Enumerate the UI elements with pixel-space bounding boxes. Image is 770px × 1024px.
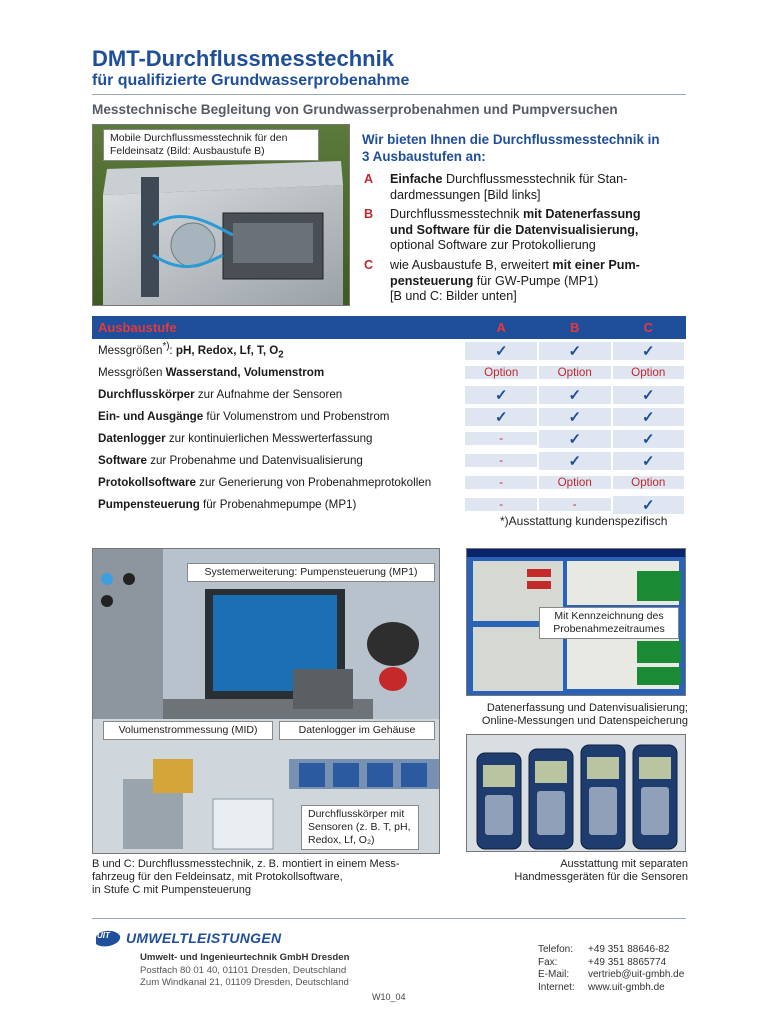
offer-item-text: Einfache Durchflussmesstechnik für Stan- dardmessungen [Bild links] xyxy=(390,172,628,202)
table-row-label: Messgrößen*): pH, Redox, Lf, T, $O_2$ xyxy=(98,340,284,361)
table-cell-a: - xyxy=(465,432,537,445)
footer-divider xyxy=(92,918,686,919)
contact-line xyxy=(538,969,684,982)
table-cell-c: ✓ xyxy=(613,496,685,514)
offer-item xyxy=(364,207,686,254)
caption-line: Datenerfassung und Datenvisualisierung; xyxy=(486,702,688,714)
offer-item-letter: C xyxy=(364,258,374,272)
header-divider xyxy=(92,94,686,95)
photo-software-caption xyxy=(456,702,688,728)
offer-item xyxy=(364,172,686,203)
offer-item-letter: B xyxy=(364,207,374,221)
table-row xyxy=(92,428,686,450)
label-flow-measurement: Volumenstrommessung (MID) xyxy=(103,721,273,740)
table-footnote: *)Ausstattung kundenspezifisch xyxy=(500,514,668,528)
table-cell-b: ✓ xyxy=(539,408,611,426)
label-line: Redox, Lf, O₂) xyxy=(308,834,375,846)
table-cell-b: - xyxy=(539,498,611,511)
label-flow-cell xyxy=(301,805,419,850)
company-address-2: Zum Windkanal 21, 01109 Dresden, Deutschland xyxy=(140,977,349,988)
table-cell-b: ✓ xyxy=(539,430,611,448)
photo-field-case-caption xyxy=(103,129,319,161)
table-cell-a: - xyxy=(465,454,537,467)
table-row xyxy=(92,362,686,384)
offer-title-line: 3 Ausbaustufen an: xyxy=(362,149,486,164)
table-row-label: Durchflusskörper zur Aufnahme der Sensoren xyxy=(98,388,343,401)
photo-software-screenshot xyxy=(466,548,686,696)
section-heading: Messtechnische Begleitung von Grundwasserprobenahmen und Pumpversuchen xyxy=(92,102,618,117)
offer-item-text: Durchflussmesstechnik mit Datenerfassung und Software für die Datenvisualisierung, optional Software zur Protokollierung xyxy=(390,207,641,252)
table-cell-a: ✓ xyxy=(465,386,537,404)
table-cell-a: ✓ xyxy=(465,408,537,426)
brand-name: UMWELTLEISTUNGEN xyxy=(126,930,282,946)
table-row xyxy=(92,472,686,494)
contact-line xyxy=(538,944,684,957)
table-cell-b: ✓ xyxy=(539,386,611,404)
table-row xyxy=(92,340,686,362)
contact-label: E-Mail: xyxy=(538,969,570,980)
offer-item-text: wie Ausbaustufe B, erweitert mit einer Pum- pensteuerung für GW-Pumpe (MP1) [B und C: Bilder unten] xyxy=(390,258,640,303)
document-code: W10_04 xyxy=(372,992,406,1002)
table-cell-a: ✓ xyxy=(465,342,537,360)
caption-line: fahrzeug für den Feldeinsatz, mit Protokollsoftware, xyxy=(92,871,343,883)
feature-table xyxy=(92,316,686,516)
table-cell-b: ✓ xyxy=(539,452,611,470)
label-line: Sensoren (z. B. T, pH, xyxy=(308,821,411,833)
table-cell-c: ✓ xyxy=(613,430,685,448)
caption-line: Online-Messungen und Datenspeicherung xyxy=(481,715,688,727)
contact-value: +49 351 88646-82 xyxy=(588,944,670,955)
photo-vehicle-installation xyxy=(92,548,440,854)
offer-item-letter: A xyxy=(364,172,374,186)
table-header xyxy=(92,316,686,340)
table-row-label: Ein- und Ausgänge für Volumenstrom und Probenstrom xyxy=(98,410,390,423)
table-row xyxy=(92,450,686,472)
uit-logo-icon xyxy=(92,926,122,950)
photo-field-case xyxy=(92,124,350,306)
table-row-label: Datenlogger zur kontinuierlichen Messwerterfassung xyxy=(98,432,373,445)
table-cell-c: Option xyxy=(613,476,685,489)
table-cell-b: Option xyxy=(539,476,611,489)
table-row-label: Software zur Probenahme und Datenvisualisierung xyxy=(98,454,363,467)
table-cell-a: Option xyxy=(465,366,537,379)
offer-title xyxy=(362,131,692,165)
page-subtitle: für qualifizierte Grundwasserprobenahme xyxy=(92,72,410,89)
contact-label: Telefon: xyxy=(538,944,574,955)
contact-label: Internet: xyxy=(538,981,575,993)
handheld-meters-image xyxy=(467,735,686,852)
photo-handheld-caption xyxy=(456,858,688,884)
caption-line: Handmessgeräten für die Sensoren xyxy=(514,871,688,883)
table-cell-b: ✓ xyxy=(539,342,611,360)
contact-line xyxy=(538,982,684,995)
contact-block xyxy=(538,944,684,994)
table-row xyxy=(92,494,686,516)
table-cell-b: Option xyxy=(539,366,611,379)
caption-line: in Stufe C mit Pumpensteuerung xyxy=(92,884,251,896)
contact-value: www.uit-gmbh.de xyxy=(588,981,665,993)
contact-value: vertrieb@uit-gmbh.de xyxy=(588,969,685,980)
table-row xyxy=(92,406,686,428)
label-line: Mit Kennzeichnung des xyxy=(554,610,664,622)
label-datalogger: Datenlogger im Gehäuse xyxy=(279,721,435,740)
table-row-label: Pumpensteuerung für Probenahmepumpe (MP1) xyxy=(98,498,357,511)
table-cell-a: - xyxy=(465,498,537,511)
label-line: Durchflusskörper mit xyxy=(308,808,405,820)
offer-title-line: Wir bieten Ihnen die Durchflussmesstechnik in xyxy=(362,132,660,147)
company-address-1: Postfach 80 01 40, 01101 Dresden, Deutschland xyxy=(140,965,347,976)
table-cell-c: ✓ xyxy=(613,452,685,470)
table-cell-c: ✓ xyxy=(613,386,685,404)
contact-label: Fax: xyxy=(538,956,558,968)
uit-logo-text: UIT xyxy=(97,931,110,940)
table-row xyxy=(92,384,686,406)
table-header-label: Ausbaustufe xyxy=(98,320,177,335)
caption-line: Ausstattung mit separaten xyxy=(560,858,688,870)
table-header-b: B xyxy=(570,320,580,335)
contact-value: +49 351 8865774 xyxy=(588,956,667,968)
label-pump-control: Systemerweiterung: Pumpensteuerung (MP1) xyxy=(187,563,435,582)
label-line: Probenahmezeitraumes xyxy=(553,623,665,635)
offer-item xyxy=(364,258,686,305)
table-cell-c: Option xyxy=(613,366,685,379)
photo-vehicle-caption xyxy=(92,858,400,897)
caption-line: B und C: Durchflussmesstechnik, z. B. montiert in einem Mess- xyxy=(92,858,400,870)
table-cell-c: ✓ xyxy=(613,408,685,426)
table-body xyxy=(92,340,686,516)
company-name: Umwelt- und Ingenieurtechnik GmbH Dresden xyxy=(140,952,350,963)
table-cell-a: - xyxy=(465,476,537,489)
caption-line: Mobile Durchflussmesstechnik für den xyxy=(110,132,288,144)
label-sample-period xyxy=(539,607,679,639)
contact-line xyxy=(538,957,684,970)
page-title: DMT-Durchflussmesstechnik xyxy=(92,46,394,71)
photo-handheld-meters xyxy=(466,734,686,852)
table-row-label: Protokollsoftware zur Generierung von Probenahmeprotokollen xyxy=(98,476,432,489)
caption-line: Feldeinsatz (Bild: Ausbaustufe B) xyxy=(110,145,265,157)
table-cell-c: ✓ xyxy=(613,342,685,360)
table-row-label: Messgrößen Wasserstand, Volumenstrom xyxy=(98,366,325,379)
table-header-c: C xyxy=(643,320,653,335)
table-header-a: A xyxy=(496,320,506,335)
